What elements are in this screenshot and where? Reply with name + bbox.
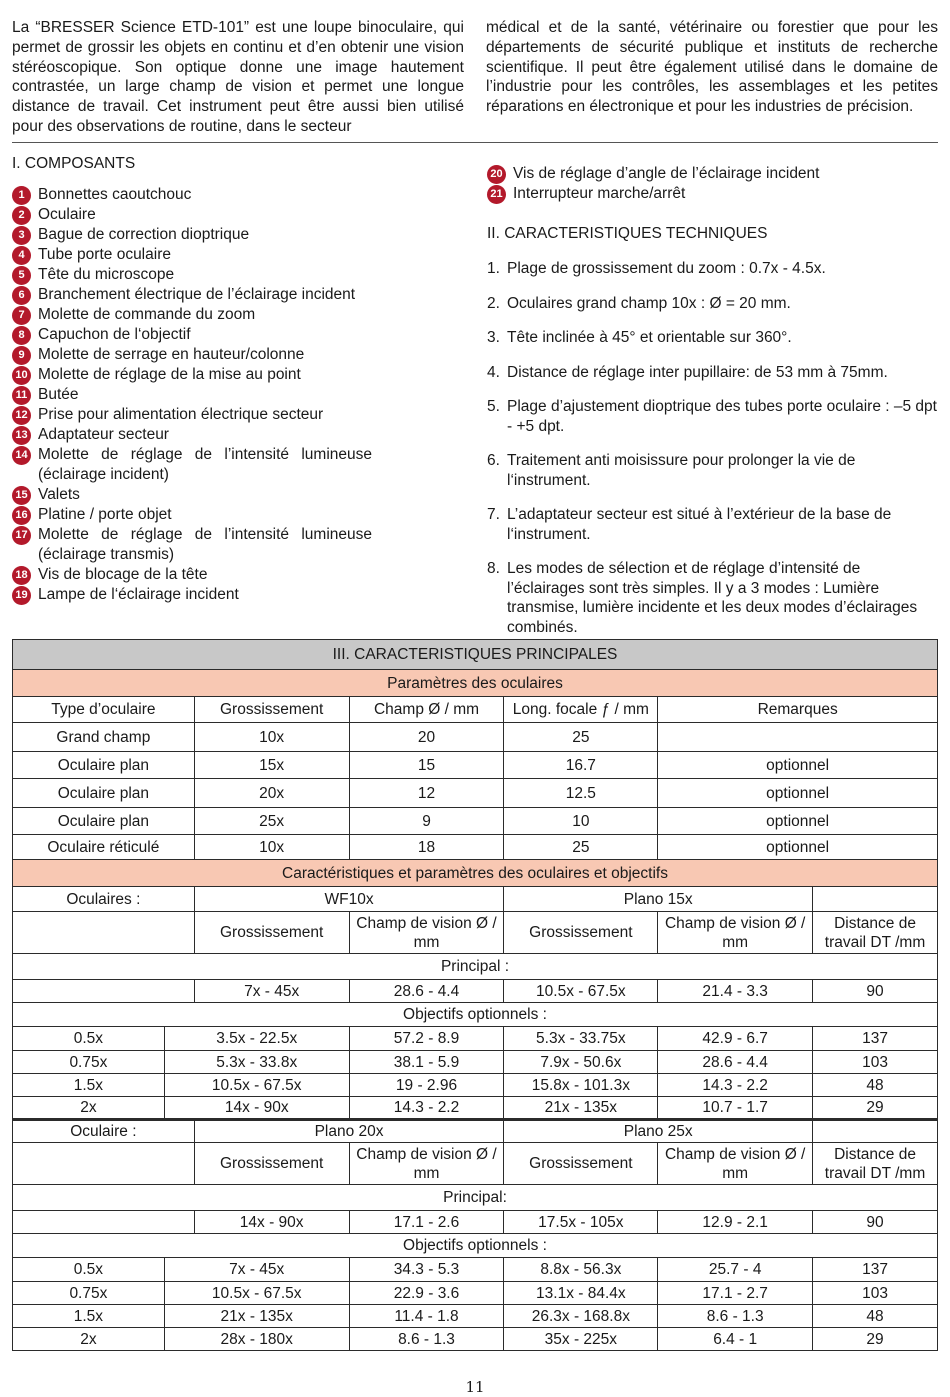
characteristics-table bbox=[12, 639, 938, 1351]
col-header-field: Champ Ø / mm bbox=[349, 697, 504, 723]
number-badge-icon bbox=[12, 205, 32, 225]
col-header-focal: Long. focale ƒ / mm bbox=[504, 697, 658, 723]
table-cell: 34.3 - 5.3 bbox=[349, 1258, 504, 1282]
number-badge-icon bbox=[12, 405, 32, 425]
empty-cell bbox=[13, 1211, 195, 1234]
number-badge-label: 17 bbox=[12, 526, 31, 545]
component-label: Molette de réglage de l’intensité lumineuse bbox=[38, 526, 372, 543]
component-item bbox=[12, 525, 372, 565]
number-badge-label: 10 bbox=[12, 366, 31, 385]
objective-cell: 1.5x bbox=[13, 1074, 165, 1097]
table-row bbox=[13, 1234, 938, 1258]
table-cell: 103 bbox=[813, 1282, 938, 1305]
table-row bbox=[13, 1027, 938, 1051]
table-row bbox=[13, 835, 938, 860]
component-text bbox=[38, 405, 372, 425]
component-item bbox=[12, 325, 372, 345]
component-label: Oculaire bbox=[38, 206, 96, 223]
component-item bbox=[12, 585, 372, 605]
number-badge-icon bbox=[12, 245, 32, 265]
components-list bbox=[12, 185, 372, 605]
component-item bbox=[12, 305, 372, 325]
table-cell: 17.1 - 2.7 bbox=[658, 1282, 813, 1305]
component-label: Bague de correction dioptrique bbox=[38, 226, 250, 243]
table-row bbox=[13, 1328, 938, 1351]
table-cell: 103 bbox=[813, 1051, 938, 1074]
table-cell: 3.5x - 22.5x bbox=[164, 1027, 349, 1051]
table-cell: 15 bbox=[349, 752, 504, 779]
spec-number: 7. bbox=[487, 506, 500, 523]
table-row bbox=[13, 1074, 938, 1097]
component-label: Vis de blocage de la tête bbox=[38, 566, 208, 583]
spec-item bbox=[487, 451, 939, 490]
specs-list bbox=[487, 259, 939, 637]
table-cell: 29 bbox=[813, 1097, 938, 1120]
spec-number: 2. bbox=[487, 294, 500, 312]
table-cell: 28.6 - 4.4 bbox=[349, 980, 504, 1003]
components-list-continued bbox=[487, 164, 939, 204]
table-cell: 25 bbox=[504, 835, 658, 860]
component-label: Tête du microscope bbox=[38, 266, 175, 283]
principal-label: Principal: bbox=[13, 1185, 938, 1211]
component-item bbox=[12, 405, 372, 425]
col-header-magnification: Grossissement bbox=[194, 697, 349, 723]
section-divider bbox=[12, 142, 938, 143]
block-label-cell: Oculaire : bbox=[13, 1120, 195, 1143]
component-text bbox=[38, 525, 372, 565]
component-item bbox=[12, 345, 372, 365]
component-label: Valets bbox=[38, 486, 80, 503]
component-text bbox=[38, 225, 372, 245]
component-item bbox=[12, 185, 372, 205]
spec-item bbox=[487, 559, 939, 637]
number-badge-label: 7 bbox=[12, 306, 31, 325]
component-item bbox=[12, 265, 372, 285]
component-text bbox=[38, 485, 372, 505]
col-header-field: Champ de vision Ø / mm bbox=[658, 912, 813, 954]
col-header-distance: Distance de travail DT /mm bbox=[813, 912, 938, 954]
remarks-cell: optionnel bbox=[658, 835, 938, 860]
eyepiece-type-cell: Oculaire réticulé bbox=[13, 835, 195, 860]
intro-paragraph-right: médical et de la santé, vétérinaire ou forestier que pour les départements de sécurité publique et instituts de recherche scientifique. Il peut être également utilisé dans le domaine de l’industrie pour les contrôles, les assemblages et les petites réparations en électronique et pour les industries de précision. bbox=[486, 19, 938, 116]
number-badge-icon bbox=[12, 525, 32, 545]
component-label: Butée bbox=[38, 386, 79, 403]
table-cell: 57.2 - 8.9 bbox=[349, 1027, 504, 1051]
number-badge-label: 13 bbox=[12, 426, 31, 445]
eyepiece-a-header: WF10x bbox=[194, 887, 504, 912]
number-badge-label: 8 bbox=[12, 326, 31, 345]
table-row bbox=[13, 980, 938, 1003]
number-badge-label: 2 bbox=[12, 206, 31, 225]
spec-item bbox=[487, 294, 939, 314]
table-cell: 48 bbox=[813, 1305, 938, 1328]
table-cell: 21x - 135x bbox=[504, 1097, 658, 1120]
page-number: 11 bbox=[465, 1378, 485, 1396]
table-cell: 7x - 45x bbox=[194, 980, 349, 1003]
table-cell: 20x bbox=[194, 779, 349, 808]
table-title: III. CARACTERISTIQUES PRINCIPALES bbox=[13, 640, 938, 670]
component-label: Bonnettes caoutchouc bbox=[38, 186, 192, 203]
col-header-field: Champ de vision Ø / mm bbox=[349, 1143, 504, 1185]
number-badge-icon bbox=[12, 585, 32, 605]
eyepiece-b-header: Plano 25x bbox=[504, 1120, 813, 1143]
spec-item bbox=[487, 259, 939, 279]
number-badge-label: 18 bbox=[12, 566, 31, 585]
number-badge-label: 15 bbox=[12, 486, 31, 505]
table-cell: 18 bbox=[349, 835, 504, 860]
spec-item bbox=[487, 397, 939, 436]
table-cell: 8.6 - 1.3 bbox=[349, 1328, 504, 1351]
component-text bbox=[38, 365, 372, 385]
number-badge-label: 3 bbox=[12, 226, 31, 245]
table-row bbox=[13, 912, 938, 954]
table-cell: 48 bbox=[813, 1074, 938, 1097]
table-cell: 38.1 - 5.9 bbox=[349, 1051, 504, 1074]
table-cell: 25x bbox=[194, 808, 349, 835]
table-cell: 14.3 - 2.2 bbox=[658, 1074, 813, 1097]
objective-cell: 0.75x bbox=[13, 1282, 165, 1305]
number-badge-label: 11 bbox=[12, 386, 31, 405]
component-item bbox=[487, 184, 939, 204]
table-row bbox=[13, 1097, 938, 1120]
empty-cell bbox=[813, 887, 938, 912]
number-badge-icon bbox=[12, 505, 32, 525]
number-badge-icon bbox=[487, 164, 507, 184]
component-text bbox=[38, 585, 372, 605]
number-badge-label: 12 bbox=[12, 406, 31, 425]
component-label: Molette de réglage de l’intensité lumineuse bbox=[38, 446, 372, 463]
table-cell: 22.9 - 3.6 bbox=[349, 1282, 504, 1305]
spec-item bbox=[487, 328, 939, 348]
number-badge-icon bbox=[12, 305, 32, 325]
number-badge-icon bbox=[12, 285, 32, 305]
component-label: Vis de réglage d’angle de l’éclairage incident bbox=[513, 165, 820, 182]
table-cell: 5.3x - 33.8x bbox=[164, 1051, 349, 1074]
component-text bbox=[38, 325, 372, 345]
table-cell: 28x - 180x bbox=[164, 1328, 349, 1351]
components-title: I. COMPOSANTS bbox=[12, 155, 136, 172]
table-cell: 12 bbox=[349, 779, 504, 808]
optional-objectives-label: Objectifs optionnels : bbox=[13, 1003, 938, 1027]
eyepiece-type-cell: Grand champ bbox=[13, 723, 195, 752]
table-cell: 10 bbox=[504, 808, 658, 835]
number-badge-icon bbox=[12, 485, 32, 505]
component-label: Prise pour alimentation électrique secteur bbox=[38, 406, 324, 423]
table-cell: 26.3x - 168.8x bbox=[504, 1305, 658, 1328]
table-cell: 42.9 - 6.7 bbox=[658, 1027, 813, 1051]
number-badge-icon bbox=[487, 184, 507, 204]
table-cell: 25 bbox=[504, 723, 658, 752]
objective-cell: 2x bbox=[13, 1097, 165, 1120]
block-label-cell: Oculaires : bbox=[13, 887, 195, 912]
component-item bbox=[12, 225, 372, 245]
col-header-magnification: Grossissement bbox=[194, 1143, 349, 1185]
eyepiece-b-header: Plano 15x bbox=[504, 887, 813, 912]
table-cell: 25.7 - 4 bbox=[658, 1258, 813, 1282]
optional-objectives-label: Objectifs optionnels : bbox=[13, 1234, 938, 1258]
component-text bbox=[513, 184, 939, 204]
component-item bbox=[12, 385, 372, 405]
remarks-cell bbox=[658, 723, 938, 752]
table-cell: 14.3 - 2.2 bbox=[349, 1097, 504, 1120]
number-badge-icon bbox=[12, 325, 32, 345]
table-row bbox=[13, 1051, 938, 1074]
table-cell: 21.4 - 3.3 bbox=[658, 980, 813, 1003]
component-text bbox=[38, 385, 372, 405]
spec-item bbox=[487, 505, 939, 544]
intro-paragraph-left: La “BRESSER Science ETD-101” est une loupe binoculaire, qui permet de grossir les objets en continu et d’en obtenir une vision stéréoscopique. Son optique donne une image hautement contrastée, un large champ de vision et permet une longue distance de travail. Cet instrument peut être aussi bien utilisé pour des observations de routine, dans le secteur bbox=[12, 19, 464, 135]
spec-text: Les modes de sélection et de réglage d’intensité de l’éclairages sont très simples. Il y a 3 modes : Lumière transmise, lumière incidente et les deux modes d’éclairages combinés. bbox=[507, 560, 918, 636]
col-header-field: Champ de vision Ø / mm bbox=[349, 912, 504, 954]
table-row bbox=[13, 1211, 938, 1234]
table-cell: 10.5x - 67.5x bbox=[504, 980, 658, 1003]
table-row bbox=[13, 752, 938, 779]
col-header-distance: Distance de travail DT /mm bbox=[813, 1143, 938, 1185]
component-label: Lampe de l‘éclairage incident bbox=[38, 586, 239, 603]
number-badge-label: 20 bbox=[487, 165, 506, 184]
component-text bbox=[38, 425, 372, 445]
table-cell: 9 bbox=[349, 808, 504, 835]
component-sublabel: (éclairage incident) bbox=[38, 466, 169, 483]
spec-text: L’adaptateur secteur est situé à l’extérieur de la base de l‘instrument. bbox=[507, 506, 892, 543]
table-row bbox=[13, 887, 938, 912]
spec-number: 6. bbox=[487, 452, 500, 469]
spec-text: Plage d’ajustement dioptrique des tubes porte oculaire : –5 dpt - +5 dpt. bbox=[507, 398, 937, 435]
table-row bbox=[13, 1120, 938, 1143]
number-badge-label: 16 bbox=[12, 506, 31, 525]
spec-text: Traitement anti moisissure pour prolonger la vie de l‘instrument. bbox=[507, 452, 856, 489]
table-cell: 90 bbox=[813, 1211, 938, 1234]
table-cell: 14x - 90x bbox=[164, 1097, 349, 1120]
number-badge-icon bbox=[12, 265, 32, 285]
component-label: Molette de commande du zoom bbox=[38, 306, 256, 323]
number-badge-icon bbox=[12, 565, 32, 585]
number-badge-label: 14 bbox=[12, 446, 31, 465]
component-label: Platine / porte objet bbox=[38, 506, 172, 523]
table-row bbox=[13, 779, 938, 808]
component-item bbox=[12, 445, 372, 485]
component-sublabel: (éclairage transmis) bbox=[38, 546, 175, 563]
table-cell: 7.9x - 50.6x bbox=[504, 1051, 658, 1074]
table-cell: 8.8x - 56.3x bbox=[504, 1258, 658, 1282]
col-header-magnification: Grossissement bbox=[504, 1143, 658, 1185]
component-item bbox=[487, 164, 939, 184]
component-label: Molette de serrage en hauteur/colonne bbox=[38, 346, 305, 363]
eyepiece-section-header: Paramètres des oculaires bbox=[13, 670, 938, 697]
remarks-cell: optionnel bbox=[658, 808, 938, 835]
spec-item bbox=[487, 363, 939, 383]
table-row bbox=[13, 1305, 938, 1328]
number-badge-icon bbox=[12, 425, 32, 445]
table-cell: 10x bbox=[194, 835, 349, 860]
table-cell: 13.1x - 84.4x bbox=[504, 1282, 658, 1305]
table-cell: 137 bbox=[813, 1027, 938, 1051]
table-row bbox=[13, 860, 938, 887]
specs-title: II. CARACTERISTIQUES TECHNIQUES bbox=[487, 225, 768, 242]
table-cell: 6.4 - 1 bbox=[658, 1328, 813, 1351]
component-text bbox=[38, 345, 372, 365]
component-label: Tube porte oculaire bbox=[38, 246, 171, 263]
table-cell: 137 bbox=[813, 1258, 938, 1282]
col-header-remarks: Remarques bbox=[658, 697, 938, 723]
table-cell: 15x bbox=[194, 752, 349, 779]
table-cell: 11.4 - 1.8 bbox=[349, 1305, 504, 1328]
spec-text: Oculaires grand champ 10x : Ø = 20 mm. bbox=[507, 294, 791, 312]
table-cell: 19 - 2.96 bbox=[349, 1074, 504, 1097]
combo-section-header: Caractéristiques et paramètres des oculaires et objectifs bbox=[13, 860, 938, 887]
table-cell: 8.6 - 1.3 bbox=[658, 1305, 813, 1328]
number-badge-icon bbox=[12, 445, 32, 465]
col-header-field: Champ de vision Ø / mm bbox=[658, 1143, 813, 1185]
objective-cell: 2x bbox=[13, 1328, 165, 1351]
table-cell: 14x - 90x bbox=[194, 1211, 349, 1234]
table-row bbox=[13, 954, 938, 980]
component-label: Molette de réglage de la mise au point bbox=[38, 366, 301, 383]
component-text bbox=[38, 565, 372, 585]
eyepiece-a-header: Plano 20x bbox=[194, 1120, 504, 1143]
table-row bbox=[13, 1143, 938, 1185]
table-row bbox=[13, 1003, 938, 1027]
component-text bbox=[38, 245, 372, 265]
number-badge-label: 9 bbox=[12, 346, 31, 365]
objective-cell: 0.5x bbox=[13, 1258, 165, 1282]
table-cell: 90 bbox=[813, 980, 938, 1003]
col-header-magnification: Grossissement bbox=[504, 912, 658, 954]
table-cell: 21x - 135x bbox=[164, 1305, 349, 1328]
empty-cell bbox=[13, 912, 195, 954]
spec-number: 5. bbox=[487, 398, 500, 415]
component-text bbox=[38, 445, 372, 485]
table-row bbox=[13, 723, 938, 752]
component-item bbox=[12, 485, 372, 505]
number-badge-label: 6 bbox=[12, 286, 31, 305]
component-item bbox=[12, 205, 372, 225]
objective-cell: 0.5x bbox=[13, 1027, 165, 1051]
component-item bbox=[12, 365, 372, 385]
remarks-cell: optionnel bbox=[658, 752, 938, 779]
empty-cell bbox=[813, 1120, 938, 1143]
table-cell: 16.7 bbox=[504, 752, 658, 779]
component-item bbox=[12, 245, 372, 265]
number-badge-label: 5 bbox=[12, 266, 31, 285]
spec-text: Distance de réglage inter pupillaire: de 53 mm à 75mm. bbox=[507, 363, 888, 381]
eyepiece-type-cell: Oculaire plan bbox=[13, 779, 195, 808]
table-row bbox=[13, 1258, 938, 1282]
component-text bbox=[38, 185, 372, 205]
table-cell: 20 bbox=[349, 723, 504, 752]
table-cell: 12.5 bbox=[504, 779, 658, 808]
number-badge-label: 21 bbox=[487, 185, 506, 204]
table-cell: 29 bbox=[813, 1328, 938, 1351]
table-row bbox=[13, 1282, 938, 1305]
table-cell: 35x - 225x bbox=[504, 1328, 658, 1351]
number-badge-icon bbox=[12, 365, 32, 385]
component-text bbox=[38, 285, 372, 305]
spec-number: 1. bbox=[487, 260, 500, 277]
table-cell: 28.6 - 4.4 bbox=[658, 1051, 813, 1074]
component-item bbox=[12, 425, 372, 445]
objective-cell: 0.75x bbox=[13, 1051, 165, 1074]
table-cell: 5.3x - 33.75x bbox=[504, 1027, 658, 1051]
spec-number: 4. bbox=[487, 363, 500, 381]
number-badge-icon bbox=[12, 185, 32, 205]
table-cell: 10.7 - 1.7 bbox=[658, 1097, 813, 1120]
number-badge-label: 4 bbox=[12, 246, 31, 265]
table-cell: 7x - 45x bbox=[164, 1258, 349, 1282]
component-label: Interrupteur marche/arrêt bbox=[513, 185, 686, 202]
specs-column bbox=[487, 164, 939, 652]
number-badge-label: 1 bbox=[12, 186, 31, 205]
empty-cell bbox=[13, 980, 195, 1003]
col-header-type: Type d’oculaire bbox=[13, 697, 195, 723]
component-text bbox=[38, 205, 372, 225]
components-section bbox=[12, 154, 372, 605]
table-cell: 10.5x - 67.5x bbox=[164, 1282, 349, 1305]
col-header-magnification: Grossissement bbox=[194, 912, 349, 954]
component-label: Capuchon de l‘objectif bbox=[38, 326, 191, 343]
remarks-cell: optionnel bbox=[658, 779, 938, 808]
table-row bbox=[13, 1185, 938, 1211]
spec-number: 3. bbox=[487, 329, 500, 346]
table-cell: 15.8x - 101.3x bbox=[504, 1074, 658, 1097]
table-cell: 10x bbox=[194, 723, 349, 752]
eyepiece-type-cell: Oculaire plan bbox=[13, 808, 195, 835]
component-text bbox=[513, 164, 939, 184]
table-cell: 17.1 - 2.6 bbox=[349, 1211, 504, 1234]
number-badge-icon bbox=[12, 385, 32, 405]
component-label: Branchement électrique de l’éclairage incident bbox=[38, 286, 356, 303]
principal-label: Principal : bbox=[13, 954, 938, 980]
number-badge-icon bbox=[12, 345, 32, 365]
component-text bbox=[38, 305, 372, 325]
spec-text: Plage de grossissement du zoom : 0.7x - 4.5x. bbox=[507, 260, 826, 277]
spec-text: Tête inclinée à 45° et orientable sur 360°. bbox=[507, 329, 792, 346]
eyepiece-type-cell: Oculaire plan bbox=[13, 752, 195, 779]
table-cell: 10.5x - 67.5x bbox=[164, 1074, 349, 1097]
number-badge-icon bbox=[12, 225, 32, 245]
component-item bbox=[12, 285, 372, 305]
component-label: Adaptateur secteur bbox=[38, 426, 169, 443]
number-badge-label: 19 bbox=[12, 586, 31, 605]
component-item bbox=[12, 505, 372, 525]
table-row bbox=[13, 808, 938, 835]
component-text bbox=[38, 265, 372, 285]
table-cell: 12.9 - 2.1 bbox=[658, 1211, 813, 1234]
component-item bbox=[12, 565, 372, 585]
spec-number: 8. bbox=[487, 560, 500, 577]
empty-cell bbox=[13, 1143, 195, 1185]
objective-cell: 1.5x bbox=[13, 1305, 165, 1328]
component-text bbox=[38, 505, 372, 525]
table-cell: 17.5x - 105x bbox=[504, 1211, 658, 1234]
